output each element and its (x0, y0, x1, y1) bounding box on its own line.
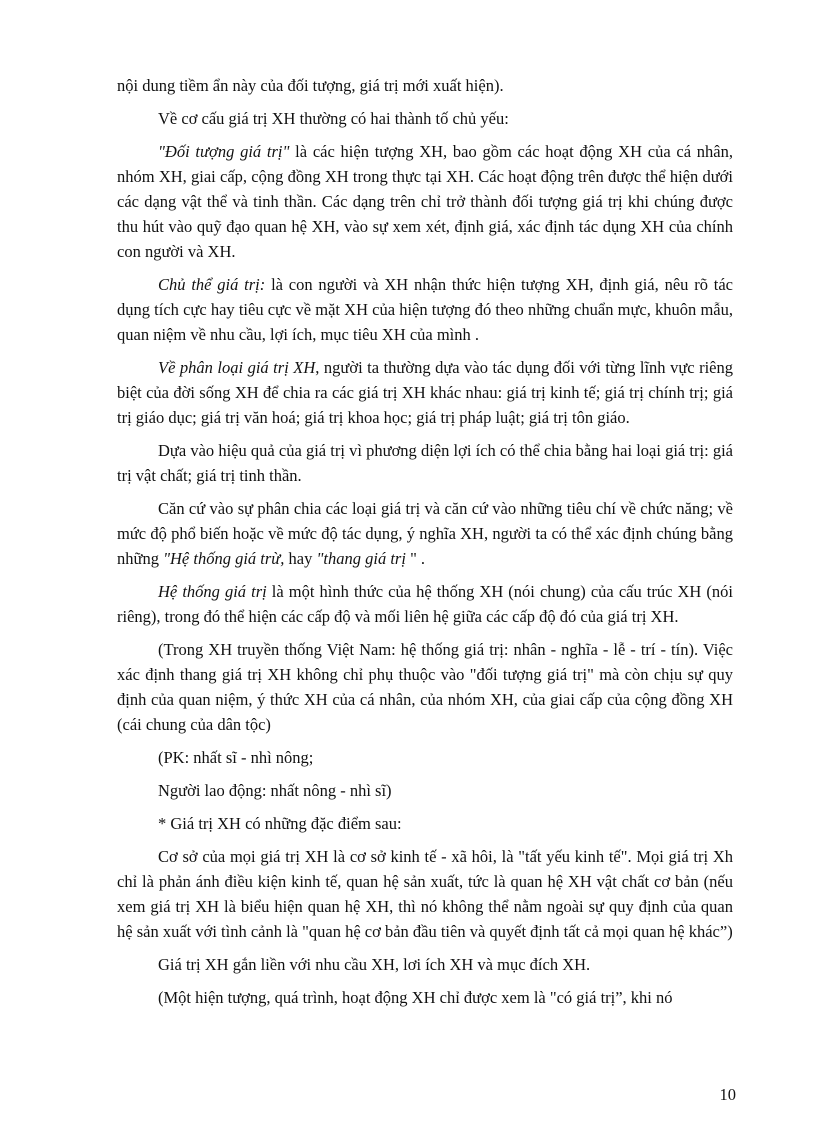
body-text (117, 73, 733, 1010)
paragraph (117, 844, 733, 944)
italic-term: "Hệ thống giá trừ, (163, 549, 285, 568)
text-run: , người ta thường dựa vào tác dụng đối với từng lĩnh vực riêng biệt của đời sống XH để chia ra các giá trị XH khác nhau: giá trị kinh tế; giá trị chính trị; giá trị giáo dục; giá trị văn hoá; giá trị khoa học; giá trị pháp luật; giá trị tôn giáo. (117, 358, 733, 427)
paragraph (117, 952, 733, 977)
text-run: là các hiện tượng XH, bao gồm các hoạt động XH của cá nhân, nhóm XH, giai cấp, cộng đồng XH trong thực tại XH. Các hoạt động trên được thể hiện dưới các dạng vật thể và tinh thần. Các dạng trên chỉ trở thành đối tượng giá trị khi chúng được thu hút vào quỹ đạo quan hệ XH, vào sự xem xét, định giá, xác định tác dụng XH của chính con người và XH. (117, 142, 734, 261)
text-run: hay (284, 549, 317, 568)
italic-term: "Đối tượng giá trị" (158, 142, 290, 161)
paragraph (117, 73, 733, 98)
text-run: Dựa vào hiệu quả của giá trị vì phương diện lợi ích có thể chia bằng hai loại giá trị: giá trị vật chất; giá trị tinh thần. (117, 441, 733, 485)
italic-term: Hệ thống giá trị (158, 582, 267, 601)
paragraph (117, 811, 733, 836)
paragraph (117, 438, 733, 488)
paragraph (117, 637, 733, 737)
paragraph (117, 985, 733, 1010)
paragraph (117, 778, 733, 803)
text-run: Người lao động: nhất nông - nhì sĩ) (158, 781, 392, 800)
text-run: Về cơ cấu giá trị XH thường có hai thành tố chủ yếu: (158, 109, 509, 128)
paragraph (117, 272, 733, 347)
text-run: Giá trị XH gắn liền với nhu cầu XH, lơi ích XH và mục đích XH. (158, 955, 591, 974)
text-run: Cơ sở của mọi giá trị XH là cơ sở kinh tế - xã hôi, là "tất yếu kinh tế". Mọi giá trị Xh chỉ là phản ánh điều kiện kinh tế, quan hệ sản xuất, tức là quan hệ XH vật chất cơ bản (nếu xem giá trị XH là biểu hiện quan hệ XH, thì nó không thể nằm ngoài sự quy định của quan hệ sản xuất với tình cảnh là "quan hệ cơ bản đầu tiên và quyết định tất cả mọi quan hệ khác”) (117, 847, 733, 941)
text-run: nội dung tiềm ẩn này của đối tượng, giá trị mới xuất hiện). (117, 76, 504, 95)
paragraph (117, 355, 733, 430)
paragraph (117, 106, 733, 131)
text-run: (Một hiện tượng, quá trình, hoạt động XH chỉ được xem là "có giá trị”, khi nó (158, 988, 673, 1007)
text-run: là con người và XH nhận thức hiện tượng XH, định giá, nêu rõ tác dụng tích cực hay tiêu cực về mặt XH của hiện tượng đó theo những chuẩn mực, khuôn mẫu, quan niệm về nhu cầu, lợi ích, mục tiêu XH của mình . (117, 275, 733, 344)
text-run: (Trong XH truyền thống Việt Nam: hệ thống giá trị: nhân - nghĩa - lễ - trí - tín). Việc xác định thang giá trị XH không chỉ phụ thuộc vào "đối tượng giá trị" mà còn chịu sự quy định của quan niệm, ý thức XH của cá nhân, của nhóm XH, của giai cấp của cộng đồng XH (cái chung của dân tộc) (117, 640, 733, 734)
text-run: Căn cứ vào sự phân chia các loại giá trị và căn cứ vào những tiêu chí về chức năng; về mức độ phổ biến hoặc về mức độ tác dụng, ý nghĩa XH, người ta có thể xác định chúng bằng những (117, 499, 733, 568)
paragraph (117, 745, 733, 770)
italic-term: "thang giá trị (316, 549, 406, 568)
paragraph (117, 579, 733, 629)
text-run: " . (405, 549, 426, 568)
text-run: (PK: nhất sĩ - nhì nông; (158, 748, 314, 767)
paragraph (117, 496, 733, 571)
text-run: * Giá trị XH có những đặc điểm sau: (158, 814, 402, 833)
text-run: là một hình thức của hệ thống XH (nói chung) của cấu trúc XH (nói riêng), trong đó thể hiện các cấp độ và mối liên hệ giữa các cấp độ đó của giá trị XH. (117, 582, 734, 626)
italic-term: Về phân loại giá trị XH (158, 358, 316, 377)
page-number: 10 (719, 1085, 736, 1104)
italic-term: Chủ thể giá trị: (158, 275, 266, 294)
paragraph (117, 139, 733, 264)
